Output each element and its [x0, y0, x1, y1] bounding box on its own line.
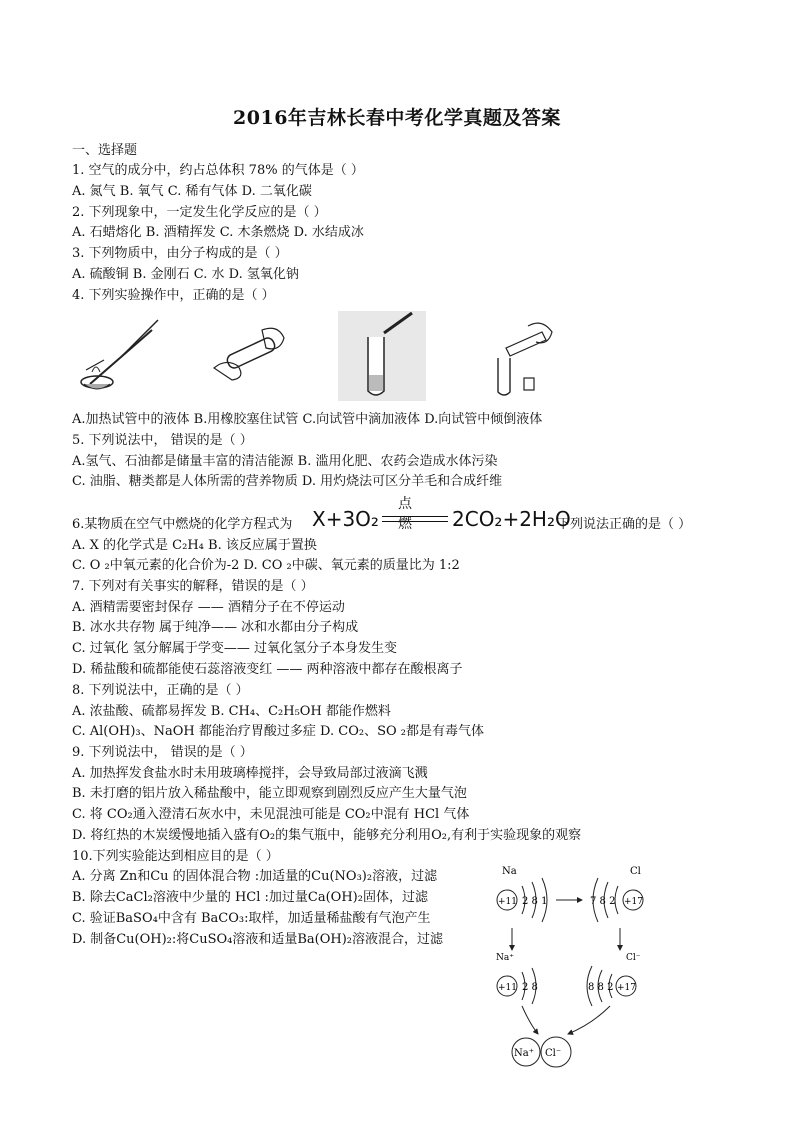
question-6-suffix: 下列说法正确的是（ ）: [557, 517, 692, 532]
equation-condition: 点燃: [398, 496, 412, 532]
cl-converge-arrow: [568, 1006, 610, 1034]
na-label: Na: [502, 866, 517, 877]
question-1-options: A. 氮气 B. 氧气 C. 稀有气体 D. 二氧化碳: [72, 184, 312, 199]
question-6-options-cd: C. O ₂中氧元素的化合价为-2 D. CO ₂中碳、氧元素的质量比为 1:2: [72, 558, 460, 573]
question-1: 1. 空气的成分中，约占总体积 78% 的气体是（ ）: [72, 163, 364, 178]
dropping-liquid-illustration: [338, 311, 426, 401]
question-10-option-c: C. 验证BaSO₄中含有 BaCO₃:取样，加适量稀盐酸有气泡产生: [72, 911, 431, 926]
pouring-liquid-illustration: [470, 318, 560, 398]
na-shells: 2 8 1: [522, 896, 548, 907]
question-10-option-d: D. 制备Cu(OH)₂:将CuSO₄溶液和适量Ba(OH)₂溶液混合，过滤: [72, 932, 444, 947]
na-ion-shells: 2 8: [522, 982, 538, 993]
question-4: 4. 下列实验操作中，正确的是（ ）: [72, 288, 275, 303]
na-nucleus: +11: [498, 897, 517, 907]
na-ion-nucleus: +11: [498, 983, 517, 993]
cl-ion-shells: 8 8 2: [588, 982, 614, 993]
question-10-option-a: A. 分离 Zn和Cu 的固体混合物 :加适量的Cu(NO₃)₂溶液，过滤: [72, 869, 438, 884]
cl-label: Cl: [630, 866, 641, 877]
bottom-na-ion: Na⁺: [514, 1048, 534, 1059]
question-5: 5. 下列说法中， 错误的是（ ）: [72, 433, 253, 448]
rubber-stopper-illustration: [206, 318, 296, 388]
question-9-option-b: B. 未打磨的铝片放入稀盐酸中，能立即观察到剧烈反应产生大量气泡: [72, 786, 467, 801]
cl-ion-nucleus: +17: [617, 983, 636, 993]
nacl-formation-diagram: [492, 860, 652, 1072]
equation-products: 2CO₂+2H₂O: [452, 507, 571, 531]
question-6-prefix: 6.某物质在空气中燃烧的化学方程式为: [72, 517, 293, 532]
question-3: 3. 下列物质中，由分子构成的是（ ）: [72, 246, 288, 261]
question-9-option-d: D. 将红热的木炭缓慢地插入盛有O₂的集气瓶中，能够充分利用O₂,有利于实验现象的观察: [72, 828, 582, 843]
question-10: 10.下列实验能达到相应目的是（ ）: [72, 849, 279, 864]
question-7: 7. 下列对有关事实的解释，错误的是（ ）: [72, 579, 314, 594]
question-10-option-b: B. 除去CaCl₂溶液中少量的 HCl :加过量Ca(OH)₂固体，过滤: [72, 890, 428, 905]
question-8-options-cd: C. Al(OH)₃、NaOH 都能治疗胃酸过多症 D. CO₂、SO ₂都是有毒气体: [72, 724, 484, 739]
heating-liquid-illustration: [72, 312, 162, 397]
question-6-options-ab: A. X 的化学式是 C₂H₄ B. 该反应属于置换: [72, 538, 317, 553]
question-9-option-c: C. 将 CO₂通入澄清石灰水中，未见混浊可能是 CO₂中混有 HCl 气体: [72, 807, 470, 822]
question-4-options: A.加热试管中的液体 B.用橡胶塞住试管 C.向试管中滴加液体 D.向试管中倾倒液体: [72, 412, 543, 427]
page-title: 2016年吉林长春中考化学真题及答案: [233, 107, 561, 129]
equation-line-top: [382, 516, 448, 517]
na-converge-arrow: [522, 1006, 538, 1034]
question-2-options: A. 石蜡熔化 B. 酒精挥发 C. 木条燃烧 D. 水结成冰: [72, 225, 364, 240]
cl-shells: 7 8 2: [590, 896, 616, 907]
equation-line-bottom: [382, 521, 448, 522]
question-7-option-c: C. 过氧化 氢分解属于学变—— 过氧化氢分子本身发生变: [72, 641, 398, 656]
na-ion-label: Na⁺: [496, 953, 514, 963]
question-8: 8. 下列说法中，正确的是（ ）: [72, 683, 249, 698]
cl-nucleus: +17: [624, 897, 643, 907]
cl-ion-label: Cl⁻: [626, 953, 641, 963]
question-9-option-a: A. 加热挥发食盐水时未用玻璃棒搅拌，会导致局部过液滴飞溅: [72, 766, 428, 781]
question-2: 2. 下列现象中，一定发生化学反应的是（ ）: [72, 205, 327, 220]
question-8-options-ab: A. 浓盐酸、硫都易挥发 B. CH₄、C₂H₅OH 都能作燃料: [72, 704, 391, 719]
bottom-cl-ion: Cl⁻: [545, 1048, 562, 1059]
equation-reactants: X+3O₂: [312, 507, 379, 531]
question-7-option-d: D. 稀盐酸和硫都能使石蕊溶液变红 —— 两种溶液中都存在酸根离子: [72, 662, 463, 677]
question-7-option-a: A. 酒精需要密封保存 —— 酒精分子在不停运动: [72, 600, 345, 615]
question-3-options: A. 硫酸铜 B. 金刚石 C. 水 D. 氢氧化钠: [72, 267, 299, 282]
section-heading: 一、选择题: [72, 143, 138, 158]
question-5-options-ab: A.氢气、石油都是储量丰富的清洁能源 B. 滥用化肥、农药会造成水体污染: [72, 454, 498, 469]
question-7-option-b: B. 冰水共存物 属于纯净—— 冰和水都由分子构成: [72, 620, 359, 635]
question-5-options-cd: C. 油脂、糖类都是人体所需的营养物质 D. 用灼烧法可区分羊毛和合成纤维: [72, 474, 503, 489]
question-9: 9. 下列说法中， 错误的是（ ）: [72, 745, 253, 760]
